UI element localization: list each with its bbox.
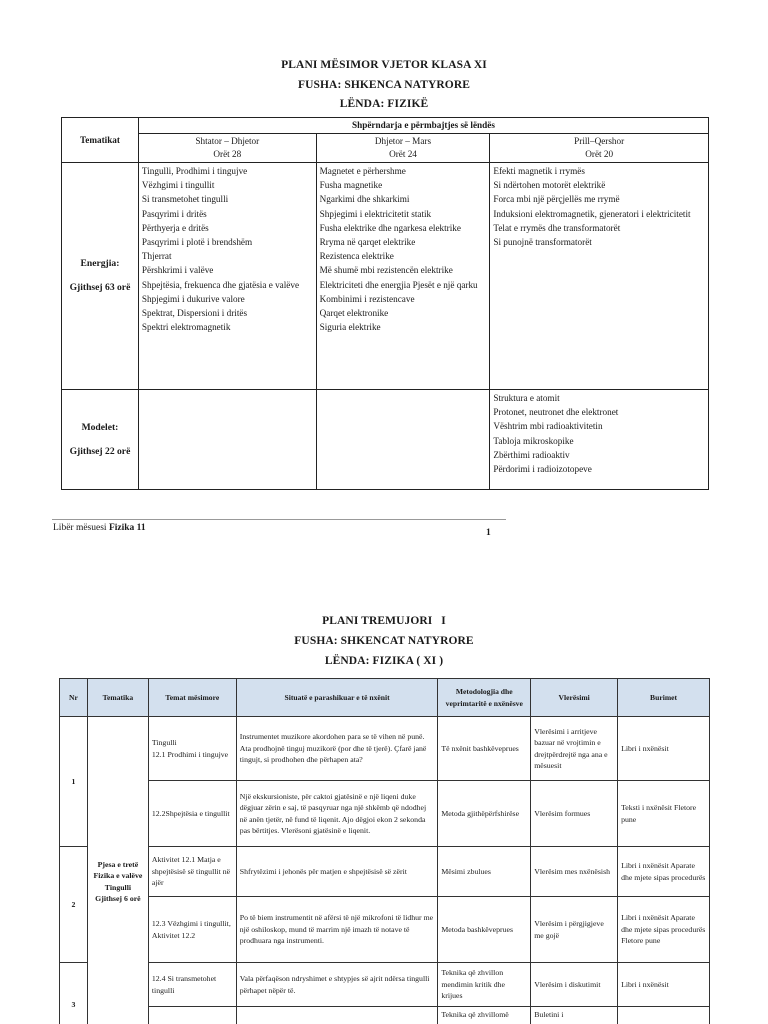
tema-cell: Aktivitet 12.1 Matja e shpejtësisë së tingullit në ajër (148, 847, 236, 897)
topic-item: Pasqyrimi i plotë i brendshëm (141, 237, 253, 248)
topic-item: Fusha magnetike (319, 180, 383, 191)
topic-item: Si transmetohet tingulli (141, 194, 229, 205)
header-tematikat: Tematikat (62, 118, 139, 163)
topic-item: Përdorimi i radioizotopeve (493, 464, 592, 475)
table-row (60, 781, 710, 847)
vleresimi-cell: Buletini i (531, 1007, 618, 1024)
row-energjia-name: Energjia: (80, 258, 120, 269)
situata-cell: Shfrytëzimi i jehonës për matjen e shpejtësisë së zërit (236, 847, 438, 897)
vleresimi-cell: Vlerësim formues (531, 781, 618, 847)
situata-cell: Një ekskursioniste, për caktoi gjatësinë e një liqeni duke dëgjuar zërin e saj, të pasqyruar nga një shkëmb që ndodhej në anën tjetër, në fund të liqenit. Ajo dëgjoi ekon 2 sekonda pas bërtitjes. Vlerësoni gjatësinë e liqenit. (236, 781, 438, 847)
modelet-col-2 (316, 390, 490, 490)
topic-item: Përshkrimi i valëve (141, 265, 214, 276)
topic-item: Si ndërtohen motorët elektrikë (493, 180, 606, 191)
period-2 (316, 134, 490, 163)
row-modelet-total: Gjithsej 22 orë (69, 445, 131, 457)
tema-cell: Tingulli 12.1 Prodhimi i tingujve (148, 717, 236, 781)
vleresimi-cell: Vlerësim i diskutimit (531, 963, 618, 1007)
topic-item: Spektrat, Dispersioni i dritës (141, 308, 248, 319)
topic-item: Ngarkimi dhe shkarkimi (319, 194, 410, 205)
period-3-months: Prill–Qershor (574, 136, 625, 146)
topic-item: Telat e rrymës dhe transformatorët (493, 222, 621, 233)
burimet-cell: Libri i nxënësit (618, 963, 710, 1007)
header-metodologjia: Metodologjia dhe veprimtaritë e nxënësve (438, 679, 531, 717)
topic-item: Elektriciteti dhe energjia Pjesët e një qarku (319, 279, 478, 290)
topic-item: Thjerrat (141, 251, 172, 262)
topic-item: Shpjegimi i dukurive valore (141, 293, 245, 304)
header-distribution: Shpërndarja e përmbajtjes së lëndës (138, 118, 708, 134)
period-3-hours: Orët 20 (585, 149, 614, 159)
annual-plan-table (61, 117, 709, 490)
footer-text (53, 523, 146, 533)
metoda-cell: Metoda gjithëpërfshirëse (438, 781, 531, 847)
burimet-cell (618, 1007, 710, 1024)
row-energjia-label (62, 163, 139, 390)
page1-title-2: FUSHA: SHKENCA NATYRORE (297, 79, 471, 91)
period-1-months: Shtator – Dhjetor (195, 136, 260, 146)
metoda-cell: Teknika që zhvillon mendimin kritik dhe krijues (438, 963, 531, 1007)
topic-item: Qarqet elektronike (319, 308, 389, 319)
row-modelet-name: Modelet: (81, 421, 119, 433)
topic-item: Pasqyrimi i dritës (141, 208, 207, 219)
page2-title-2: FUSHA: SHKENCAT NATYRORE (294, 635, 474, 647)
page1-title-1: PLANI MËSIMOR VJETOR KLASA XI (281, 59, 487, 71)
page1-title-3: LËNDA: FIZIKË (339, 98, 429, 110)
topic-item: Protonet, neutronet dhe elektronet (493, 407, 619, 418)
tema-cell (148, 1007, 236, 1024)
table-row (60, 1007, 710, 1024)
table-row (60, 847, 710, 897)
burimet-cell: Teksti i nxënësit Fletore pune (618, 781, 710, 847)
footer-divider (52, 519, 506, 520)
burimet-cell: Libri i nxënësit (618, 717, 710, 781)
tematika-text: Pjesa e tretë Fizika e valëve Tingulli Gjithsej 6 orë (93, 859, 143, 903)
table-row (60, 897, 710, 963)
tema-cell: 12.3 Vëzhgimi i tingullit, Aktivitet 12.2 (148, 897, 236, 963)
situata-cell (236, 1007, 438, 1024)
footer-book: Fizika 11 (108, 523, 146, 533)
burimet-cell: Libri i nxënësit Aparate dhe mjete sipas procedurës (618, 847, 710, 897)
topic-item: Kombinimi i rezistencave (319, 293, 415, 304)
topic-item: Rryma në qarqet elektrike (319, 237, 416, 248)
metoda-cell: Metoda bashkëveprues (438, 897, 531, 963)
topic-item: Shpjegimi i elektricitetit statik (319, 208, 432, 219)
period-3 (490, 134, 709, 163)
tema-cell: 12.4 Si transmetohet tingulli (148, 963, 236, 1007)
situata-cell: Po të biem instrumentit në afërsi të një mikrofoni të lidhur me një oshiloskop, mund të marrim një imazh të notave të prodhuara nga instrumenti. (236, 897, 438, 963)
metoda-cell: Teknika që zhvillomë (438, 1007, 531, 1024)
topic-item: Si punojnë transformatorët (493, 237, 592, 248)
topic-item: Zbërthimi radioaktiv (493, 449, 570, 460)
row-energjia (62, 163, 709, 390)
situata-cell: Vala përfaqëson ndryshimet e shtypjes së ajrit ndërsa tingulli përhapet nëpër të. (236, 963, 438, 1007)
topic-item: Shpejtësia, frekuenca dhe gjatësia e valëve (141, 279, 300, 290)
tematika-cell (87, 717, 148, 1024)
row-nr-3: 3 (60, 963, 88, 1024)
period-2-months: Dhjetor – Mars (374, 136, 432, 146)
vleresimi-cell: Vlerësim i përgjigjeve me gojë (531, 897, 618, 963)
header-burimet: Burimet (618, 679, 710, 717)
topic-item: Spektri elektromagnetik (141, 322, 231, 333)
tema-cell: 12.2Shpejtësia e tingullit (148, 781, 236, 847)
header-vleresimi: Vlerësimi (531, 679, 618, 717)
header-tematika: Tematika (87, 679, 148, 717)
table-row (60, 963, 710, 1007)
page-number: 1 (486, 528, 491, 538)
topic-item: Forca mbi një përçjellës me rrymë (493, 194, 620, 205)
period-1 (138, 134, 316, 163)
row-nr-2: 2 (60, 847, 88, 963)
topic-item: Përthyerja e dritës (141, 222, 209, 233)
topic-item: Vëzhgimi i tingullit (141, 180, 215, 191)
situata-cell: Instrumentet muzikore akordohen para se të vihen në punë. Ata prodhojnë tinguj muzikorë (por dhe të tjerë). Çfarë janë tingujt, si prodhohen dhe përhapen ata? (236, 717, 438, 781)
period-1-hours: Orët 28 (213, 149, 242, 159)
table-row (60, 717, 710, 781)
topic-item: Magnetet e përhershme (319, 166, 406, 176)
topic-item: Siguria elektrike (319, 322, 381, 333)
vleresimi-cell: Vlerësim mes nxënësish (531, 847, 618, 897)
row-modelet-label (62, 390, 139, 490)
topic-item: Rezistenca elektrike (319, 251, 394, 262)
energjia-col-1 (138, 163, 316, 390)
modelet-col-1 (138, 390, 316, 490)
period-2-hours: Orët 24 (389, 149, 417, 159)
metoda-cell: Mësimi zbulues (438, 847, 531, 897)
energjia-col-2 (316, 163, 490, 390)
page2-title-3: LËNDA: FIZIKA ( XI ) (324, 655, 444, 667)
topic-item: Më shumë mbi rezistencën elektrike (319, 265, 453, 276)
energjia-col-3 (490, 163, 709, 390)
header-situata: Situatë e parashikuar e të nxënit (236, 679, 438, 717)
topic-item: Tabloja mikroskopike (493, 435, 574, 446)
topic-item: Induksioni elektromagnetik, gjeneratori i elektricitetit (493, 208, 691, 219)
page2-title-1: PLANI TREMUJORI I (322, 615, 446, 627)
row-modelet (62, 390, 709, 490)
header-temat: Temat mësimore (148, 679, 236, 717)
row-nr-1: 1 (60, 717, 88, 847)
row-energjia-total: Gjithsej 63 orë (69, 282, 131, 293)
vleresimi-cell: Vlerësimi i arritjeve bazuar në vrojtimin e drejtpërdrejtë nga ana e mësuesit (531, 717, 618, 781)
quarterly-plan-table (59, 678, 710, 1024)
topic-item: Efekti magnetik i rrymës (493, 166, 585, 176)
burimet-cell: Libri i nxënësit Aparate dhe mjete sipas procedurës Fletore pune (618, 897, 710, 963)
topic-item: Tingulli, Prodhimi i tingujve (141, 166, 248, 176)
footer-prefix: Libër mësuesi (53, 523, 109, 533)
topic-item: Struktura e atomit (493, 393, 560, 403)
table-header-row (60, 679, 710, 717)
topic-item: Fusha elektrike dhe ngarkesa elektrike (319, 222, 461, 233)
header-nr: Nr (60, 679, 88, 717)
topic-item: Vështrim mbi radioaktivitetin (493, 421, 603, 432)
metoda-cell: Të nxënit bashkëveprues (438, 717, 531, 781)
modelet-col-3 (490, 390, 709, 490)
